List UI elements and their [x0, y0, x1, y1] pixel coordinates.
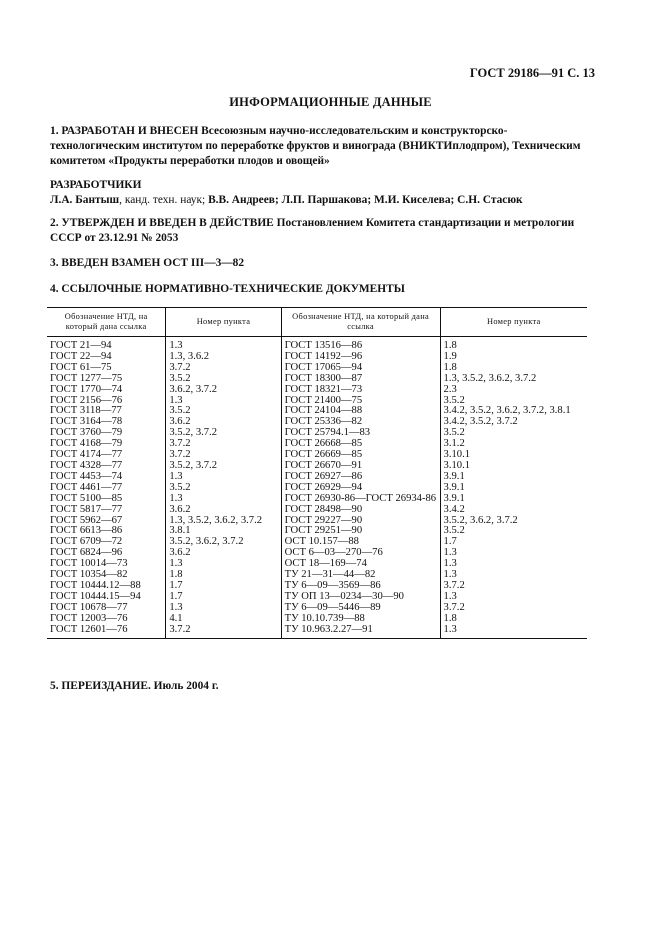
row-clause-right: 1.7 — [440, 537, 587, 548]
row-doc-left: ГОСТ 6613—86 — [50, 525, 123, 537]
row-doc-right: ТУ ОП 13—0234—30—90 — [281, 592, 440, 603]
row-doc-right: ГОСТ 17065—94 — [281, 363, 440, 374]
row-clause-left: 3.5.2 — [166, 374, 281, 385]
row-clause-right: 3.1.2 — [440, 439, 587, 450]
row-clause-left: 1.3 — [166, 472, 281, 483]
row-doc-right: ГОСТ 29251—90 — [281, 526, 440, 537]
table-row — [47, 614, 587, 625]
row-clause-right: 1.3 — [440, 548, 587, 559]
row-clause-left: 3.7.2 — [166, 450, 281, 461]
table-header-row — [47, 308, 587, 337]
row-clause-right: 3.7.2 — [440, 603, 587, 614]
row-clause-right: 3.7.2 — [440, 581, 587, 592]
section-1-text: Всесоюзным научно-исследовательским и конструкторско-технологическим институтом по переработке фруктов и винограда (ВНИКТИплодпром), Техническим комитетом «Продукты переработки плодов и овощей» — [50, 125, 581, 167]
row-clause-right: 1.3 — [440, 625, 587, 639]
row-doc-left: ГОСТ 5962—67 — [50, 514, 123, 526]
row-doc-right: ГОСТ 18300—87 — [281, 374, 440, 385]
section-2-text: Постановлением Комитета стандартизации и метрологии СССР от 23.12.91 № 2053 — [50, 217, 575, 244]
row-doc-right: ГОСТ 18321—73 — [281, 385, 440, 396]
row-doc-right: ГОСТ 26927—86 — [281, 472, 440, 483]
developer-first-degree: , канд. техн. наук; — [119, 194, 206, 206]
row-clause-left: 1.3 — [166, 494, 281, 505]
row-doc-right: ГОСТ 26930-86—ГОСТ 26934-86 — [281, 494, 440, 505]
row-clause-left: 1.3 — [166, 559, 281, 570]
row-doc-left: ГОСТ 5100—85 — [50, 492, 123, 504]
row-clause-left: 1.3 — [166, 396, 281, 407]
row-clause-right: 1.3 — [440, 592, 587, 603]
row-clause-left: 1.7 — [166, 581, 281, 592]
row-doc-right: ГОСТ 26668—85 — [281, 439, 440, 450]
row-doc-left: ГОСТ 22—94 — [50, 350, 112, 362]
row-clause-right: 3.4.2, 3.5.2, 3.7.2 — [440, 417, 587, 428]
row-doc-right: ТУ 6—09—3569—86 — [281, 581, 440, 592]
column-header-clause: Номер пункта — [166, 308, 281, 337]
row-clause-left: 1.8 — [166, 570, 281, 581]
section-4-number: 4. — [50, 283, 59, 295]
row-clause-left: 3.6.2 — [166, 548, 281, 559]
row-doc-left: ГОСТ 3164—78 — [50, 416, 123, 428]
table-row — [47, 505, 587, 516]
row-doc-right: ГОСТ 14192—96 — [281, 352, 440, 363]
section-5-text: ПЕРЕИЗДАНИЕ. Июль 2004 г. — [61, 680, 219, 692]
row-clause-right: 3.5.2 — [440, 526, 587, 537]
developers-block — [50, 178, 590, 208]
section-4-text: ССЫЛОЧНЫЕ НОРМАТИВНО-ТЕХНИЧЕСКИЕ ДОКУМЕНТЫ — [61, 283, 405, 295]
row-doc-left: ГОСТ 12601—76 — [50, 623, 128, 635]
row-clause-right: 3.5.2 — [440, 428, 587, 439]
section-3 — [50, 256, 590, 271]
row-doc-right: ОСТ 18—169—74 — [281, 559, 440, 570]
row-doc-left: ГОСТ 1277—75 — [50, 372, 123, 384]
row-doc-left: ГОСТ 6709—72 — [50, 536, 123, 548]
row-doc-right: ТУ 10.963.2.27—91 — [281, 625, 440, 639]
row-clause-right: 3.10.1 — [440, 461, 587, 472]
row-clause-left: 3.6.2 — [166, 417, 281, 428]
row-doc-right: ГОСТ 26929—94 — [281, 483, 440, 494]
row-doc-right: ОСТ 6—03—270—76 — [281, 548, 440, 559]
row-doc-left: ГОСТ 3118—77 — [50, 405, 122, 417]
developers-heading: РАЗРАБОТЧИКИ — [50, 179, 142, 191]
row-clause-right: 3.9.1 — [440, 494, 587, 505]
row-doc-left: ГОСТ 12003—76 — [50, 612, 128, 624]
row-clause-left: 4.1 — [166, 614, 281, 625]
row-clause-right: 3.10.1 — [440, 450, 587, 461]
row-doc-right: ГОСТ 21400—75 — [281, 396, 440, 407]
row-clause-right: 3.5.2, 3.6.2, 3.7.2 — [440, 516, 587, 527]
column-header-doc: Обозначение НТД, на который дана ссылка — [281, 308, 440, 337]
row-doc-left: ГОСТ 10354—82 — [50, 569, 128, 581]
row-clause-right: 3.4.2, 3.5.2, 3.6.2, 3.7.2, 3.8.1 — [440, 406, 587, 417]
table-row — [47, 494, 587, 505]
column-header-doc: Обозначение НТД, на который дана ссылка — [47, 308, 166, 337]
row-clause-left: 3.7.2 — [166, 363, 281, 374]
row-doc-left: ГОСТ 1770—74 — [50, 383, 123, 395]
table-row — [47, 337, 587, 352]
row-clause-left: 1.3 — [166, 603, 281, 614]
row-doc-left: ГОСТ 6824—96 — [50, 547, 123, 559]
table-row — [47, 385, 587, 396]
row-doc-left: ГОСТ 2156—76 — [50, 394, 123, 406]
row-clause-left: 1.3, 3.6.2 — [166, 352, 281, 363]
section-4 — [50, 282, 590, 297]
row-doc-right: ТУ 6—09—5446—89 — [281, 603, 440, 614]
table-body — [47, 337, 587, 639]
section-1-lead: РАЗРАБОТАН И ВНЕСЕН — [61, 125, 199, 137]
row-clause-left: 3.5.2 — [166, 483, 281, 494]
row-doc-right: ГОСТ 25336—82 — [281, 417, 440, 428]
row-clause-right: 3.5.2 — [440, 396, 587, 407]
document-reference: ГОСТ 29186—91 С. 13 — [469, 66, 595, 80]
row-doc-right: ТУ 21—31—44—82 — [281, 570, 440, 581]
row-clause-left: 3.6.2, 3.7.2 — [166, 385, 281, 396]
row-doc-left: ГОСТ 4461—77 — [50, 481, 123, 493]
section-2-number: 2. — [50, 217, 59, 229]
developers-rest: В.В. Андреев; Л.П. Паршакова; М.И. Киселева; С.Н. Стасюк — [208, 194, 523, 206]
row-clause-left: 1.7 — [166, 592, 281, 603]
section-2 — [50, 216, 590, 246]
row-clause-right: 1.9 — [440, 352, 587, 363]
row-clause-left: 3.5.2, 3.6.2, 3.7.2 — [166, 537, 281, 548]
row-doc-left: ГОСТ 10678—77 — [50, 601, 128, 613]
table-row — [47, 374, 587, 385]
section-1-number: 1. — [50, 125, 59, 137]
row-clause-left: 3.6.2 — [166, 505, 281, 516]
row-doc-left: ГОСТ 4328—77 — [50, 459, 123, 471]
page-title: ИНФОРМАЦИОННЫЕ ДАННЫЕ — [229, 95, 432, 109]
row-clause-right: 1.3 — [440, 570, 587, 581]
row-clause-left: 3.8.1 — [166, 526, 281, 537]
developers-list — [50, 193, 590, 208]
row-doc-right: ГОСТ 28498—90 — [281, 505, 440, 516]
row-doc-right: ГОСТ 13516—86 — [281, 337, 440, 352]
developer-first-name: Л.А. Бантыш — [50, 194, 120, 206]
row-doc-left: ГОСТ 21—94 — [50, 340, 112, 351]
section-1 — [50, 124, 590, 169]
row-clause-left: 1.3 — [166, 337, 281, 352]
row-doc-left: ГОСТ 10444.15—94 — [50, 590, 141, 602]
section-3-number: 3. — [50, 257, 59, 269]
row-doc-right: ГОСТ 29227—90 — [281, 516, 440, 527]
row-doc-left: ГОСТ 61—75 — [50, 361, 112, 373]
row-doc-left: ГОСТ 3760—79 — [50, 427, 123, 439]
section-3-text: ВВЕДЕН ВЗАМЕН ОСТ III—3—82 — [61, 257, 245, 269]
table-row — [47, 625, 587, 639]
row-clause-right: 1.3 — [440, 559, 587, 570]
column-header-clause: Номер пункта — [440, 308, 587, 337]
row-doc-left: ГОСТ 4174—77 — [50, 449, 123, 461]
row-doc-right: ТУ 10.10.739—88 — [281, 614, 440, 625]
row-clause-right: 1.8 — [440, 614, 587, 625]
section-5-number: 5. — [50, 680, 59, 692]
row-clause-right: 1.8 — [440, 337, 587, 352]
row-clause-left: 1.3, 3.5.2, 3.6.2, 3.7.2 — [166, 516, 281, 527]
row-clause-right: 2.3 — [440, 385, 587, 396]
row-clause-left: 3.5.2 — [166, 406, 281, 417]
row-doc-right: ГОСТ 26669—85 — [281, 450, 440, 461]
row-clause-right: 1.8 — [440, 363, 587, 374]
row-doc-left: ГОСТ 10444.12—88 — [50, 579, 141, 591]
reference-documents-table — [47, 307, 587, 639]
row-clause-right: 3.9.1 — [440, 483, 587, 494]
row-doc-left: ГОСТ 10014—73 — [50, 558, 128, 570]
row-clause-right: 3.9.1 — [440, 472, 587, 483]
row-doc-left: ГОСТ 4453—74 — [50, 470, 123, 482]
row-clause-left: 3.5.2, 3.7.2 — [166, 461, 281, 472]
row-clause-left: 3.7.2 — [166, 439, 281, 450]
section-5 — [50, 679, 590, 694]
row-clause-left: 3.7.2 — [166, 625, 281, 639]
row-doc-right: ГОСТ 24104—88 — [281, 406, 440, 417]
row-doc-right: ОСТ 10.157—88 — [281, 537, 440, 548]
row-clause-right: 1.3, 3.5.2, 3.6.2, 3.7.2 — [440, 374, 587, 385]
row-doc-left: ГОСТ 5817—77 — [50, 503, 123, 515]
row-clause-right: 3.4.2 — [440, 505, 587, 516]
row-doc-right: ГОСТ 26670—91 — [281, 461, 440, 472]
row-doc-right: ГОСТ 25794.1—83 — [281, 428, 440, 439]
row-doc-left: ГОСТ 4168—79 — [50, 438, 123, 450]
row-clause-left: 3.5.2, 3.7.2 — [166, 428, 281, 439]
section-2-lead: УТВЕРЖДЕН И ВВЕДЕН В ДЕЙСТВИЕ — [61, 217, 274, 229]
